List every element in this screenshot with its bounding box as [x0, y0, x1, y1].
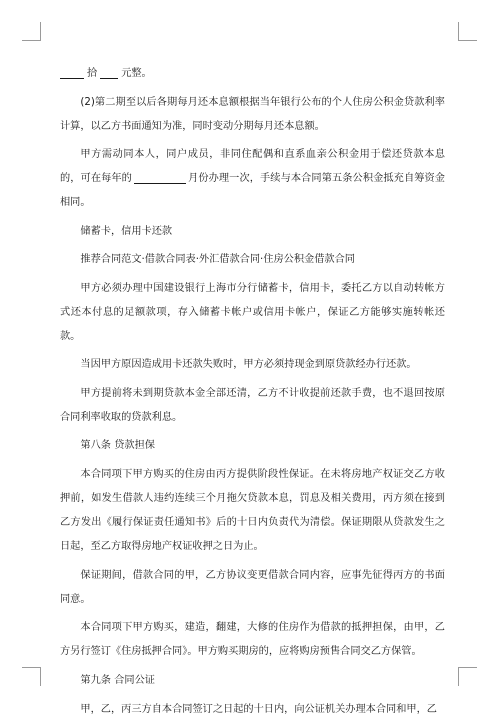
blank-field-month	[134, 170, 186, 184]
document-body	[60, 62, 445, 726]
crop-mark-top-right	[458, 22, 477, 41]
heading-article-8: 第八条 贷款担保	[80, 440, 155, 451]
crop-mark-top-left	[22, 22, 41, 41]
heading-article-9: 第九条 合同公证	[80, 674, 155, 686]
amount-unit-shi: 拾	[87, 68, 98, 79]
paragraph-fail: 当因甲方原因造成用卡还款失败时，甲方必须持现金到原贷款经办行还款。	[80, 359, 417, 370]
amount-line	[60, 62, 445, 86]
fund-text-after: 月份办理一次，手续与本合同第五条公积金抵充自筹资金相同。	[60, 173, 445, 208]
paragraph-card: 甲方必须办理中国建设银行上海市分行储蓄卡，信用卡，委托乙方以自动转帐方式还本付息的足额款项，存入储蓄卡帐户或信用卡帐户，保证乙方能够实施转帐还款。	[60, 282, 445, 342]
paragraph-mortgage: 本合同项下甲方购买，建造，翻建，大修的住房作为借款的抵押担保，由甲，乙方另行签订《住房抵押合同》。甲方购买期房的，应将购房预售合同交乙方保管。	[60, 622, 445, 657]
paragraph-early: 甲方提前将未到期贷款本金全部还清，乙方不计收提前还款手费，也不退回按原合同利率收取的贷款利息。	[60, 387, 445, 423]
paragraph-interest: (2)第二期至以后各期每月还本息额根据当年银行公布的个人住房公积金贷款利率计算，以乙方书面通知为准，同时变动分期每月还本息额。	[60, 96, 445, 132]
paragraph-guarantee: 本合同项下甲方购买的住房由丙方提供阶段性保证。在未将房地产权证交乙方收押前，如发生借款人违约连续三个月拖欠贷款本息，罚息及相关费用，丙方须在接到乙方发出《履行保证责任通知书》后的十日内负责代为清偿。保证期限从贷款发生之日起，至乙方取得房地产权证收押之日为止。	[60, 469, 445, 552]
crop-mark-bottom-right	[458, 667, 477, 686]
blank-field	[60, 65, 84, 79]
line-recommend: 推荐合同范文·借款合同表·外汇借款合同·住房公积金借款合同	[80, 254, 355, 265]
paragraph-notary: 甲，乙，丙三方自本合同签订之日起的十日内，向公证机关办理本合同和甲，乙	[80, 703, 437, 715]
amount-unit-yuan: 元整。	[121, 68, 152, 79]
paragraph-period: 保证期间，借款合同的甲，乙方协议变更借款合同内容，应事先征得丙方的书面同意。	[60, 569, 445, 605]
fund-text-before: 甲方需动同本人，同户成员，非同住配偶和直系血亲公积金用于偿还贷款本息的，可在每年的	[60, 149, 445, 184]
blank-field	[100, 65, 118, 79]
crop-mark-bottom-left	[22, 667, 41, 686]
paragraph-fund	[60, 143, 445, 215]
line-card: 储蓄卡，信用卡还款	[80, 225, 173, 237]
